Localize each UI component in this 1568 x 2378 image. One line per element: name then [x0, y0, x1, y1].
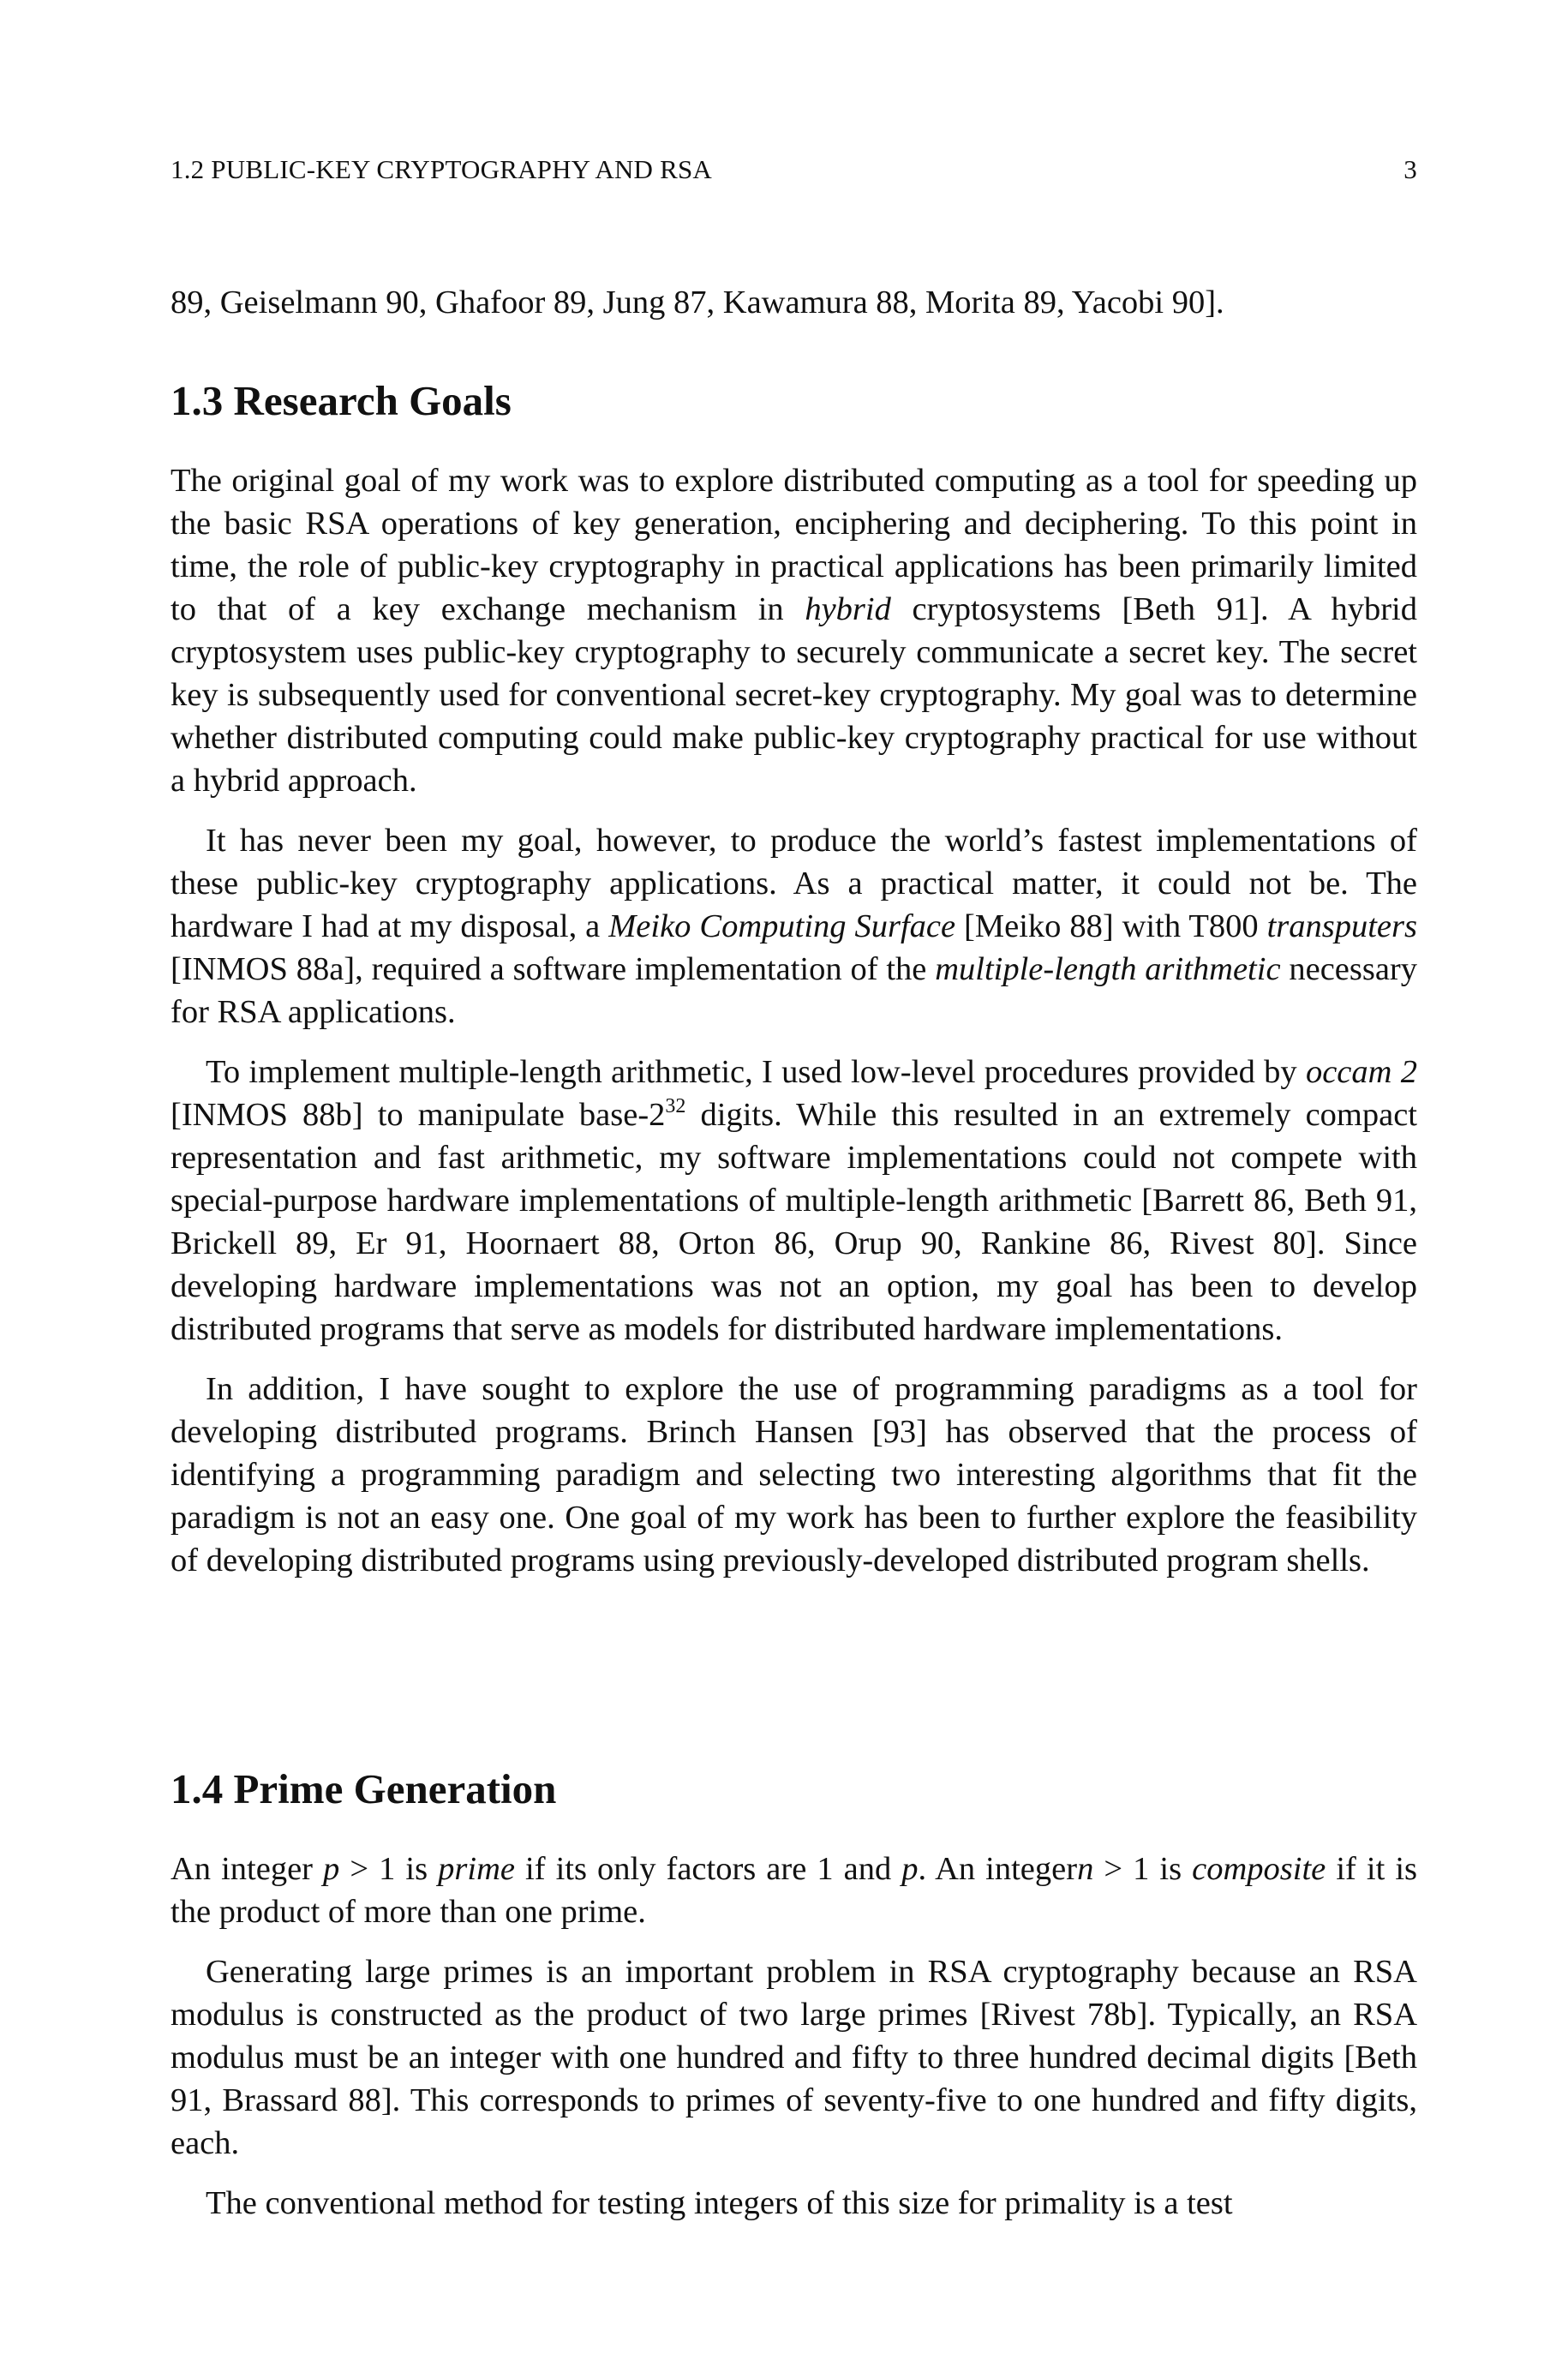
text-run: The original goal of my work was to explore distributed computing as a tool for speeding up the basic RSA operations of key generation, enciphering and deciphering. To this point in time, the role of public-key cryptography in practical applications has been primarily limited to that of a key exchange mechanism in: [171, 463, 1417, 627]
paragraph: [171, 459, 1417, 802]
section-body-research-goals: [171, 459, 1417, 1582]
math-variable: p: [323, 1851, 340, 1887]
emphasis: transputers: [1266, 908, 1417, 944]
text-run: To implement multiple-length arithmetic, I used low-level procedures provided by: [206, 1054, 1306, 1090]
emphasis: Meiko Computing Surface: [608, 908, 956, 944]
continuation-text: 89, Geiselmann 90, Ghafoor 89, Jung 87, Kawamura 88, Morita 89, Yacobi 90].: [171, 285, 1224, 320]
emphasis: composite: [1192, 1851, 1326, 1887]
paragraph: [171, 819, 1417, 1033]
text-run: [INMOS 88a], required a software implementation of the: [171, 951, 936, 987]
text-run: > 1 is: [1093, 1851, 1193, 1887]
section-heading-prime-generation: 1.4 Prime Generation: [171, 1765, 557, 1812]
text-run: cryptosystems [Beth 91]. A hybrid cryptosystem uses public-key cryptography to securely communicate a secret key. The secret key is subsequently used for conventional secret-key cryptography. My goal was to determine whether distributed computing could make public-key cryptography practical for use without a hybrid approach.: [171, 591, 1418, 799]
emphasis: multiple-length arithmetic: [935, 951, 1281, 987]
math-variable: p: [901, 1851, 919, 1887]
text-run: if it is the product of more than one prime.: [171, 1851, 1417, 1930]
superscript: 32: [665, 1095, 686, 1117]
paragraph: [171, 1051, 1417, 1351]
emphasis: hybrid: [805, 591, 891, 627]
text-run: digits. While this resulted in an extremely compact representation and fast arithmetic, my software implementations could not compete with special-purpose hardware implementations of multiple-length arithmetic [Barrett 86, Beth 91, Brickell 89, Er 91, Hoornaert 88, Orton 86, Orup 90, Rankine 86, Rivest 80]. Since developing hardware implementations was not an option, my goal has been to develop distributed programs that serve as models for distributed hardware implementations.: [171, 1097, 1417, 1347]
paragraph: In addition, I have sought to explore the use of programming paradigms as a tool for developing distributed programs. Brinch Hansen [93] has observed that the process of identifying a programming paradigm and selecting two interesting algorithms that fit the paradigm is not an easy one. One goal of my work has been to further explore the feasibility of developing distributed programs using previously-developed distributed program shells.: [171, 1371, 1417, 1578]
section-heading-research-goals: 1.3 Research Goals: [171, 377, 512, 424]
math-variable: n: [1077, 1851, 1094, 1887]
running-head-title: 1.2 PUBLIC-KEY CRYPTOGRAPHY AND RSA: [171, 154, 712, 184]
text-run: if its only factors are 1 and: [514, 1851, 902, 1887]
page-number: 3: [1403, 154, 1417, 184]
emphasis: occam 2: [1305, 1054, 1417, 1090]
text-run: An integer: [171, 1851, 324, 1887]
paragraph: The conventional method for testing integers of this size for primality is a test: [206, 2185, 1233, 2221]
text-run: [INMOS 88b] to manipulate base-2: [171, 1097, 666, 1133]
text-run: > 1 is: [339, 1851, 439, 1887]
paragraph: Generating large primes is an important problem in RSA cryptography because an RSA modulus is constructed as the product of two large primes [Rivest 78b]. Typically, an RSA modulus must be an integer with one hundred and fifty to three hundred decimal digits [Beth 91, Brassard 88]. This corresponds to primes of seventy-five to one hundred and fifty digits, each.: [171, 1954, 1417, 2161]
running-head: [171, 154, 1417, 185]
text-run: [Meiko 88] with T800: [955, 908, 1267, 944]
emphasis: prime: [438, 1851, 515, 1887]
paragraph: [171, 1848, 1417, 1933]
section-body-prime-generation: [171, 1848, 1417, 2225]
text-run: It has never been my goal, however, to produce the world’s fastest implementations of these public-key cryptography applications. As a practical matter, it could not be. The hardware I had at my disposal, a: [171, 823, 1417, 944]
text-run: . An integer: [918, 1851, 1078, 1887]
continuation-paragraph: [171, 281, 1417, 324]
text-run: necessary for RSA applications.: [171, 951, 1417, 1030]
